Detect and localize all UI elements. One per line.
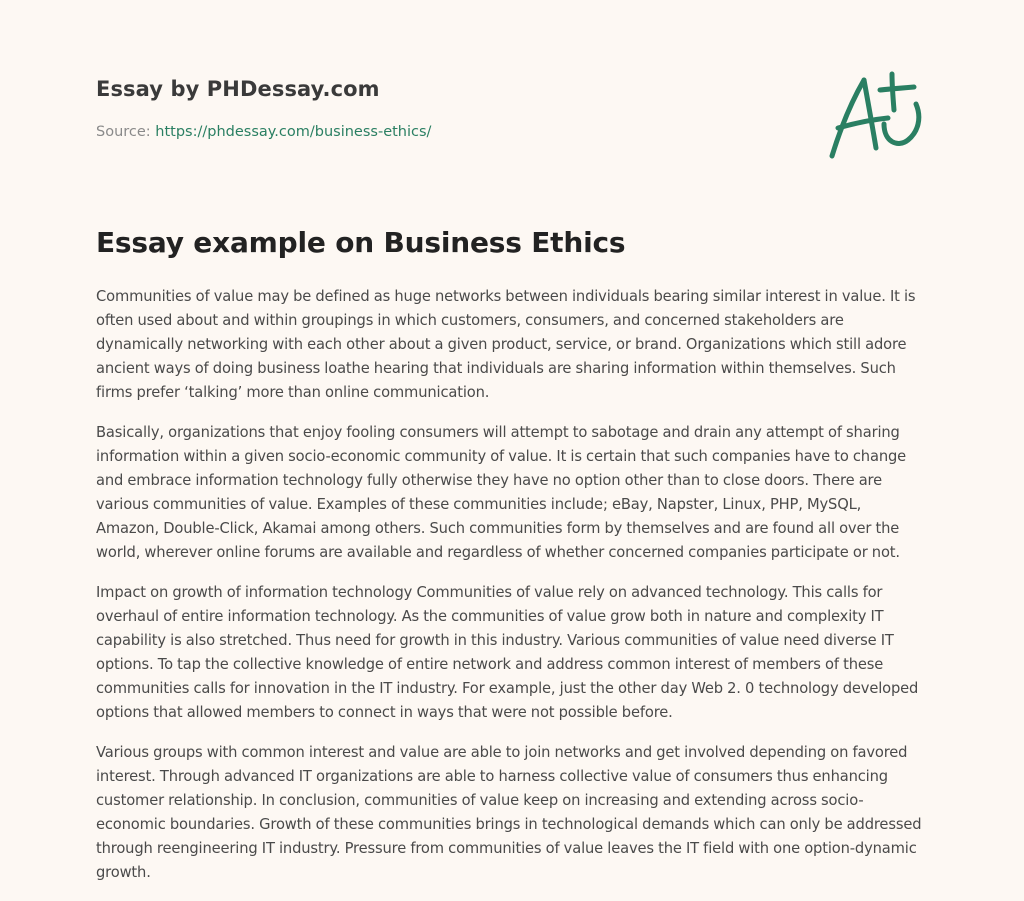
header	[96, 74, 928, 164]
essay-paragraph: Basically, organizations that enjoy fooling consumers will attempt to sabotage and drain any attempt of sharing information within a given socio-economic community of value. It is certain that such companies have to change and embrace information technology fully otherwise they have no option other than to close doors. There are various communities of value. Examples of these communities include; eBay, Napster, Linux, PHP, MySQL, Amazon, Double-Click, Akamai among others. Such communities form by themselves and are found all over the world, wherever online forums are available and regardless of whether concerned companies participate or not.	[96, 424, 907, 561]
essay-paragraph: Various groups with common interest and value are able to join networks and get involved depending on favored interest. Through advanced IT organizations are able to harness collective value of consumers thus enhancing customer relationship. In conclusion, communities of value keep on increasing and extending across socio-economic boundaries. Growth of these communities brings in technological demands which can only be addressed through reengineering IT industry. Pressure from communities of value leaves the IT field with one option-dynamic growth.	[96, 744, 922, 881]
source-label: Source:	[96, 124, 151, 140]
site-title: Essay by PHDessay.com	[96, 77, 380, 101]
essay-page	[96, 0, 928, 900]
source-line	[96, 124, 431, 140]
essay-body	[96, 285, 928, 901]
a-plus-grade-icon	[818, 68, 928, 168]
essay-paragraph: Impact on growth of information technology Communities of value rely on advanced technology. This calls for overhaul of entire information technology. As the communities of value grow both in nature and complexity IT capability is also stretched. Thus need for growth in this industry. Various communities of value need diverse IT options. To tap the collective knowledge of entire network and address common interest of members of these communities calls for innovation in the IT industry. For example, just the other day Web 2. 0 technology developed options that allowed members to connect in ways that were not possible before.	[96, 584, 919, 721]
essay-paragraph: Communities of value may be defined as huge networks between individuals bearing similar interest in value. It is often used about and within groupings in which customers, consumers, and concerned stakeholders are dynamically networking with each other about a given product, service, or brand. Organizations which still adore ancient ways of doing business loathe hearing that individuals are sharing information within themselves. Such firms prefer ‘talking’ more than online communication.	[96, 288, 916, 401]
source-link[interactable]: https://phdessay.com/business-ethics/	[155, 124, 432, 140]
essay-title: Essay example on Business Ethics	[96, 226, 626, 259]
